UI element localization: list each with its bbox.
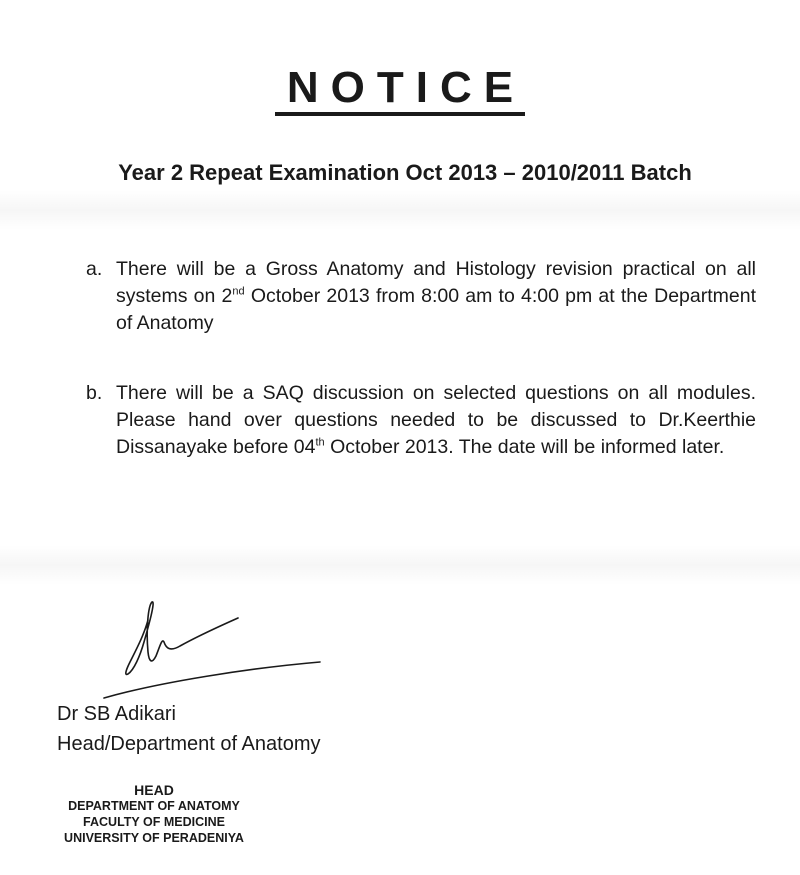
item-text-part1: There will be a SAQ discussion on selected questions on all modules. Please hand over questions needed to be discussed to Dr.Keerthie Dissanayake before 04 <box>116 382 756 458</box>
ordinal-suffix: th <box>315 436 325 449</box>
item-text-part1: There will be a Gross Anatomy and Histology revision practical on all systems on 2 <box>116 258 756 307</box>
notice-subtitle: Year 2 Repeat Examination Oct 2013 – 2010/2011 Batch <box>118 160 692 185</box>
department-stamp <box>56 782 252 846</box>
item-marker: b. <box>86 382 103 404</box>
notice-title-text: NOTICE <box>275 63 525 116</box>
scan-shading-band <box>0 545 800 585</box>
item-text <box>86 256 756 337</box>
item-marker: a. <box>86 258 103 280</box>
stamp-line: UNIVERSITY OF PERADENIYA <box>64 831 244 845</box>
stamp-line: HEAD <box>134 782 174 798</box>
item-text-part2: October 2013. The date will be informed later. <box>324 436 725 458</box>
signatory-title: Head/Department of Anatomy <box>57 733 321 755</box>
item-text-part2: October 2013 from 8:00 am to 4:00 pm at the Department of Anatomy <box>116 285 756 334</box>
item-text <box>86 380 756 461</box>
scan-shading-band <box>0 190 800 230</box>
ordinal-suffix: nd <box>232 285 245 298</box>
stamp-line: DEPARTMENT OF ANATOMY <box>68 799 240 813</box>
notice-item-b <box>86 380 756 461</box>
notice-title <box>0 62 800 114</box>
signatory-name: Dr SB Adikari <box>57 703 176 725</box>
stamp-line: FACULTY OF MEDICINE <box>83 815 225 829</box>
handwritten-signature <box>100 590 340 710</box>
notice-item-a <box>86 256 756 337</box>
